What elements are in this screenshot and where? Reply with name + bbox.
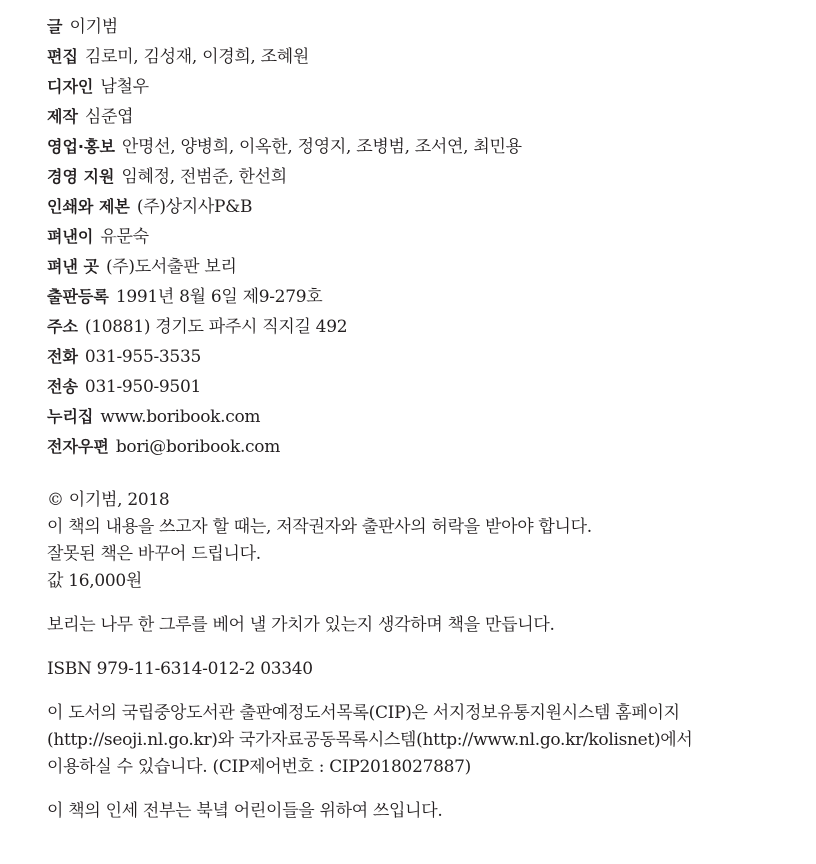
copyright-notice: © 이기범, 2018 [47,490,170,510]
credit-value: 심준엽 [84,107,134,127]
credit-value: 남철우 [100,77,149,97]
credit-label: 전자우편 [47,437,109,456]
credit-row-phone [47,342,807,372]
credit-value: bori@boribook.com [115,437,281,457]
credit-value: 이기범 [69,17,118,37]
credit-row-author [47,12,807,42]
cip-line: (http://seoji.nl.go.kr)와 국가자료공동목록시스템(http://www.nl.go.kr/kolisnet)에서 [47,730,693,750]
credit-label: 펴낸이 [47,227,94,246]
credit-value: 031-955-3535 [84,347,201,367]
credit-value: (10881) 경기도 파주시 직지길 492 [84,317,348,337]
cip-line: 이용하실 수 있습니다. (CIP제어번호 : CIP2018027887) [47,757,471,777]
credit-value: 1991년 8월 6일 제9-279호 [115,287,323,307]
price: 값 16,000원 [47,571,143,591]
colophon-page [47,12,807,825]
credit-value: 안명선, 양병희, 이옥한, 정영지, 조병범, 조서연, 최민용 [121,137,522,157]
credit-value: (주)상지사P&B [136,197,253,217]
credit-label: 제작 [47,107,78,126]
credit-label: 누리집 [47,407,94,426]
credit-value: 김로미, 김성재, 이경희, 조혜원 [84,47,310,67]
credit-label: 인쇄와 제본 [47,197,130,216]
credit-label: 편집 [47,47,78,66]
credit-label: 경영 지원 [47,167,115,186]
cip-line: 이 도서의 국립중앙도서관 출판예정도서목록(CIP)은 서지정보유통지원시스템 홈페이지 [47,703,680,723]
copyright-block [47,487,807,595]
credit-value: www.boribook.com [100,407,261,427]
credit-row-email [47,432,807,462]
exchange-notice: 잘못된 책은 바꾸어 드립니다. [47,544,261,564]
credit-row-website [47,402,807,432]
credit-value: 031-950-9501 [84,377,201,397]
credit-label: 전화 [47,347,78,366]
credit-row-publishing-house [47,252,807,282]
credit-row-editors [47,42,807,72]
credit-label: 영업·홍보 [47,137,115,156]
credit-label: 주소 [47,317,78,336]
motto-block [47,612,807,639]
publisher-motto: 보리는 나무 한 그루를 베어 낼 가치가 있는지 생각하며 책을 만듭니다. [47,615,555,635]
credit-row-design [47,72,807,102]
dedication: 이 책의 인세 전부는 북녘 어린이들을 위하여 쓰입니다. [47,801,443,821]
credit-row-management [47,162,807,192]
credit-row-fax [47,372,807,402]
credit-row-sales [47,132,807,162]
credit-row-production [47,102,807,132]
credit-label: 디자인 [47,77,94,96]
credits-list [47,12,807,462]
credit-value: (주)도서출판 보리 [105,257,237,277]
credit-label: 전송 [47,377,78,396]
credit-row-registration [47,282,807,312]
credit-row-publisher [47,222,807,252]
isbn-block [47,656,807,683]
credit-row-address [47,312,807,342]
cip-block [47,700,807,781]
isbn: ISBN 979-11-6314-012-2 03340 [47,659,313,679]
credit-label: 글 [47,17,63,36]
credit-value: 임혜정, 전범준, 한선희 [121,167,287,187]
credit-value: 유문숙 [100,227,149,247]
permission-notice: 이 책의 내용을 쓰고자 할 때는, 저작권자와 출판사의 허락을 받아야 합니다. [47,517,592,537]
credit-label: 출판등록 [47,287,109,306]
credit-label: 펴낸 곳 [47,257,99,276]
dedication-block [47,798,807,825]
credit-row-printing [47,192,807,222]
